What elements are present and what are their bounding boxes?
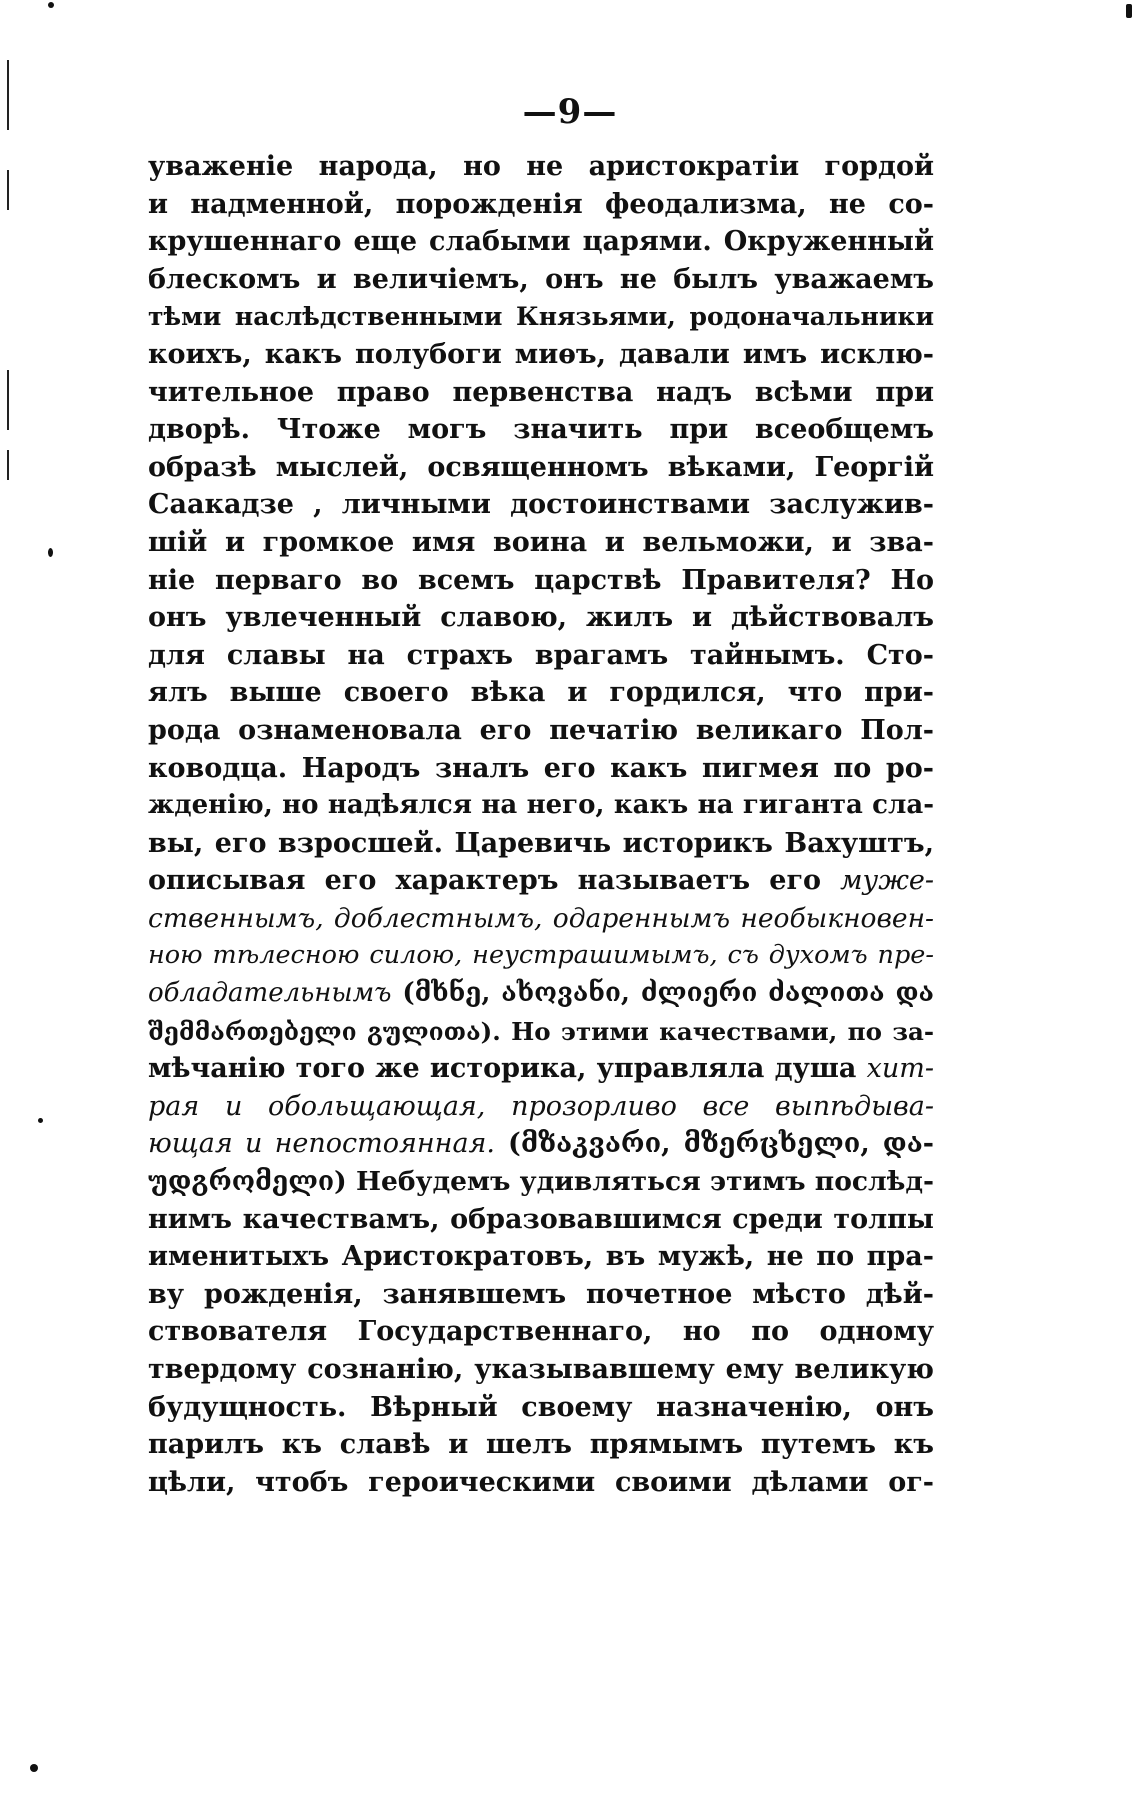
text-segment: შემმართებელი გულითა). Но этими качествами, по за- [148,1016,934,1046]
scan-margin-line [7,170,9,210]
text-line [148,937,934,975]
scan-speck [38,1118,43,1123]
italic-text: хит- [866,1053,934,1085]
scan-speck [1126,4,1132,18]
text-segment: жденію, но надѣялся на него, какъ на гиганта сла- [148,790,934,821]
text-segment: будущность. Вѣрный своему назначенію, онъ [148,1391,934,1423]
text-line [148,1163,934,1201]
text-line [148,486,934,524]
text-segment: Саакадзе , личными достоинствами заслужив- [148,489,934,521]
text-line [148,449,934,487]
text-segment: коихъ, какъ полубоги миѳъ, давали имъ исклю- [148,338,934,370]
text-segment: онъ увлеченный славою, жилъ и дѣйствовалъ [148,602,934,634]
text-segment: крушеннаго еще слабыми царями. Окруженный [148,226,934,258]
text-line [148,374,934,412]
text-segment: ніе перваго во всемъ царствѣ Правителя? Но [148,564,934,596]
text-line [148,562,934,600]
text-segment: мѣчанію того же историка, управляла душа [148,1053,867,1085]
text-segment: парилъ къ славѣ и шелъ прямымъ путемъ къ [148,1429,934,1461]
page-number: —9— [522,92,618,132]
italic-text: обладательнымъ [148,978,392,1009]
text-segment: ствователя Государственнаго, но по одному [148,1316,934,1348]
text-segment: блескомъ и величіемъ, онъ не былъ уважаемъ [148,263,934,295]
text-segment: дворѣ. Чтоже могъ значить при всеобщемъ [148,414,934,446]
text-line [148,1125,934,1163]
scan-speck [48,2,54,8]
text-segment: тѣми наслѣдственными Князьями, родоначальники [148,302,934,332]
text-line [148,862,934,900]
text-line [148,637,934,675]
body-text [148,148,934,1501]
text-line [148,1313,934,1351]
text-segment: ководца. Народъ зналъ его какъ пигмея по ро- [148,752,934,784]
text-line [148,1389,934,1427]
text-segment: ву рожденія, занявшемъ почетное мѣсто дѣй- [148,1278,934,1310]
text-segment: образѣ мыслей, освященномъ вѣками, Георгій [148,451,934,483]
text-line [148,712,934,750]
text-line [148,1088,934,1126]
text-segment: именитыхъ Аристократовъ, въ мужѣ, не по пра- [148,1241,934,1273]
text-segment: цѣли, чтобъ героическими своими дѣлами ог- [148,1466,934,1498]
italic-text: ственнымъ, доблестнымъ, одареннымъ необыкновен- [148,902,934,934]
text-line [148,1201,934,1239]
text-segment: ялъ выше своего вѣка и гордился, что при- [148,677,934,709]
text-line [148,1276,934,1314]
text-line [148,975,934,1013]
text-segment: рода ознаменовала его печатію великаго Пол- [148,714,934,746]
italic-text: муже- [840,865,934,897]
italic-text: ною тѣлесною силою, неустрашимымъ, съ духомъ пре- [148,940,934,971]
text-segment: твердому сознанію, указывавшему ему великую [148,1354,934,1385]
text-line [148,186,934,224]
text-line [148,1013,934,1051]
text-line [148,750,934,788]
text-segment: для славы на страхъ врагамъ тайнымъ. Сто- [148,639,934,671]
scan-speck [48,548,53,557]
text-line [148,148,934,186]
text-line [148,900,934,938]
text-line [148,1050,934,1088]
italic-text: ющая и непостоянная. [148,1128,496,1160]
scan-margin-line [7,450,9,480]
text-segment: (მხნე, ახოვანი, ძლიერი ძალითა და [391,978,934,1009]
text-line [148,298,934,336]
text-segment: описывая его характеръ называетъ его [148,865,841,897]
text-line [148,336,934,374]
text-line [148,223,934,261]
text-line [148,1238,934,1276]
scan-margin-line [7,370,9,430]
italic-text: рая и обольщающая, прозорливо все выпѣдыва- [148,1090,934,1122]
text-segment: уваженіе народа, но не аристократіи гордой [148,151,934,182]
text-line [148,1464,934,1502]
text-line [148,1351,934,1389]
text-line [148,599,934,637]
text-line [148,1426,934,1464]
text-segment: чительное право первенства надъ всѣми при [148,376,934,408]
text-segment: (მზაკვარი, მზერცხელი, და- [495,1128,934,1160]
text-segment: шій и громкое имя воина и вельможи, и зва- [148,526,934,558]
text-line [148,825,934,863]
text-segment: нимъ качествамъ, образовавшимся среди толпы [148,1203,934,1235]
scan-speck [30,1764,38,1772]
text-segment: вы, его взросшей. Царевичь историкъ Вахуштъ, [148,827,934,859]
text-line [148,787,934,825]
text-line [148,411,934,449]
text-segment: и надменной, порожденія феодализма, не со- [148,188,934,220]
text-line [148,674,934,712]
text-segment: უდგრომელი) Небудемъ удивляться этимъ послѣд- [148,1166,934,1198]
text-line [148,261,934,299]
text-line [148,524,934,562]
